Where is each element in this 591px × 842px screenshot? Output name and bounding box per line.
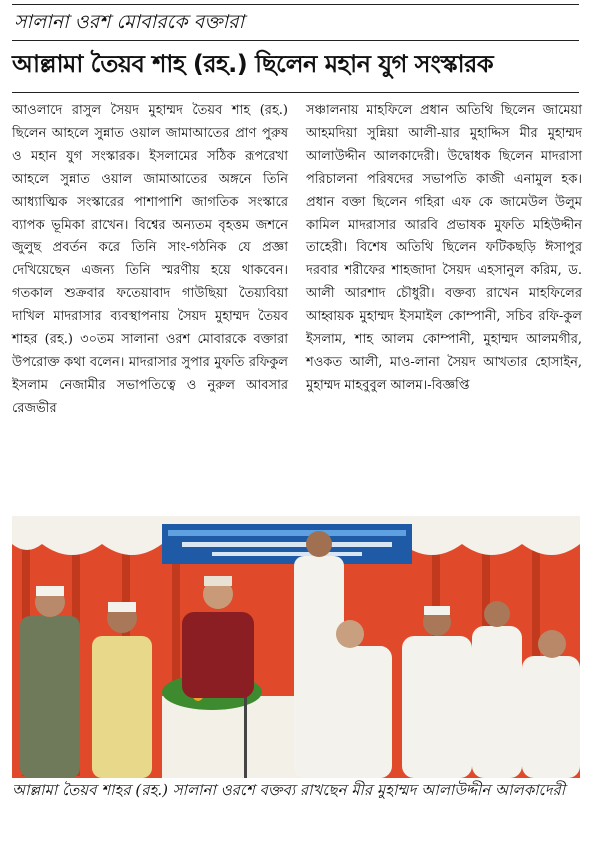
stage-table [162, 696, 312, 778]
event-photo-illustration [12, 516, 580, 778]
article-column-right [306, 100, 582, 398]
photo-caption: আল্লামা তৈয়ব শাহর (রহ.) সালানা ওরশে বক্তব্য রাখছেন মীর মুহাম্মদ আলাউদ্দীন আলকাদেরী [12, 781, 565, 799]
body-text-left: আওলাদে রাসুল সৈয়দ মুহাম্মদ তৈয়ব শাহ (রহ.) ছিলেন আহলে সুন্নাত ওয়াল জামাআতের প্রাণ পুরুষ ও মহান যুগ সংস্কারক। ইসলামের সঠিক রূপরেখা আহলে সুন্নাত ওয়াল জামাআতের অঙ্গনে তিনি আধ্যাত্মিক সংস্কারের পাশাপাশি জাগতিক সংস্কারে ব্যাপক ভূমিকা রাখেন। বিশ্বের অন্যতম বৃহত্তম জশনে জুলুছ প্রবর্তন করে তিনি সাং-গঠনিক যে প্রজ্ঞা দেখিয়েছেন এজন্য তিনি স্মরণীয় হয়ে থাকবেন। গতকাল শুক্রবার ফতেয়াবাদ গাউছিয়া তৈয়্যবিয়া দাখিল মাদরাসার ব্যবস্থাপনায় সৈয়দ মুহাম্মদ তৈয়ব শাহর (রহ.) ৩০তম সালানা ওরশ মোবারকে বক্তারা উপরোক্ত কথা বলেন। মাদরাসার সুপার মুফতি রফিকুল ইসলাম নেজামীর সভাপতিত্বে ও নুরুল আবসার রেজভীর [12, 103, 288, 416]
headline-rule-top [12, 40, 579, 41]
top-rule [12, 4, 579, 5]
body-text-right: সঞ্চালনায় মাহফিলে প্রধান অতিথি ছিলেন জামেয়া আহমদিয়া সুন্নিয়া আলী-য়ার মুহাদ্দিস মীর মুহাম্মদ আলাউদ্দীন আলকাদেরী। উদ্বোধক ছিলেন মাদরাসা পরিচালনা পরিষদের সভাপতি কাজী এনামুল হক। প্রধান বক্তা ছিলেন গহিরা এফ কে জামেউল উলুম কামিল মাদরাসার আরবি প্রভাষক মুফতি মহিউদ্দীন তাহেরী। বিশেষ অতিথি ছিলেন ফটিকছড়ি ঈসাপুর দরবার শরীফের শাহজাদা সৈয়দ এহসানুল করিম, ড. আলী আরশাদ চৌধুরী। বক্তব্য রাখেন মাহফিলের আহ্বায়ক মুহাম্মদ ইসমাইল কোম্পানী, সচিব রফি-কুল ইসলাম, শাহ আলম কোম্পানী, মুহাম্মদ আলমগীর, শওকত আলী, মাও-লানা সৈয়দ আখতার হোসাইন, মুহাম্মদ মাহবুবুল আলম।-বিজ্ঞপ্তি [306, 103, 582, 393]
headline: আল্লামা তৈয়ব শাহ (রহ.) ছিলেন মহান যুগ সংস্কারক [12, 50, 494, 78]
article-column-left [12, 100, 288, 421]
kicker: সালানা ওরশ মোবারকে বক্তারা [14, 11, 245, 33]
person-right-3 [472, 601, 522, 778]
headline-rule-bottom [12, 92, 579, 93]
event-photo [12, 516, 580, 778]
